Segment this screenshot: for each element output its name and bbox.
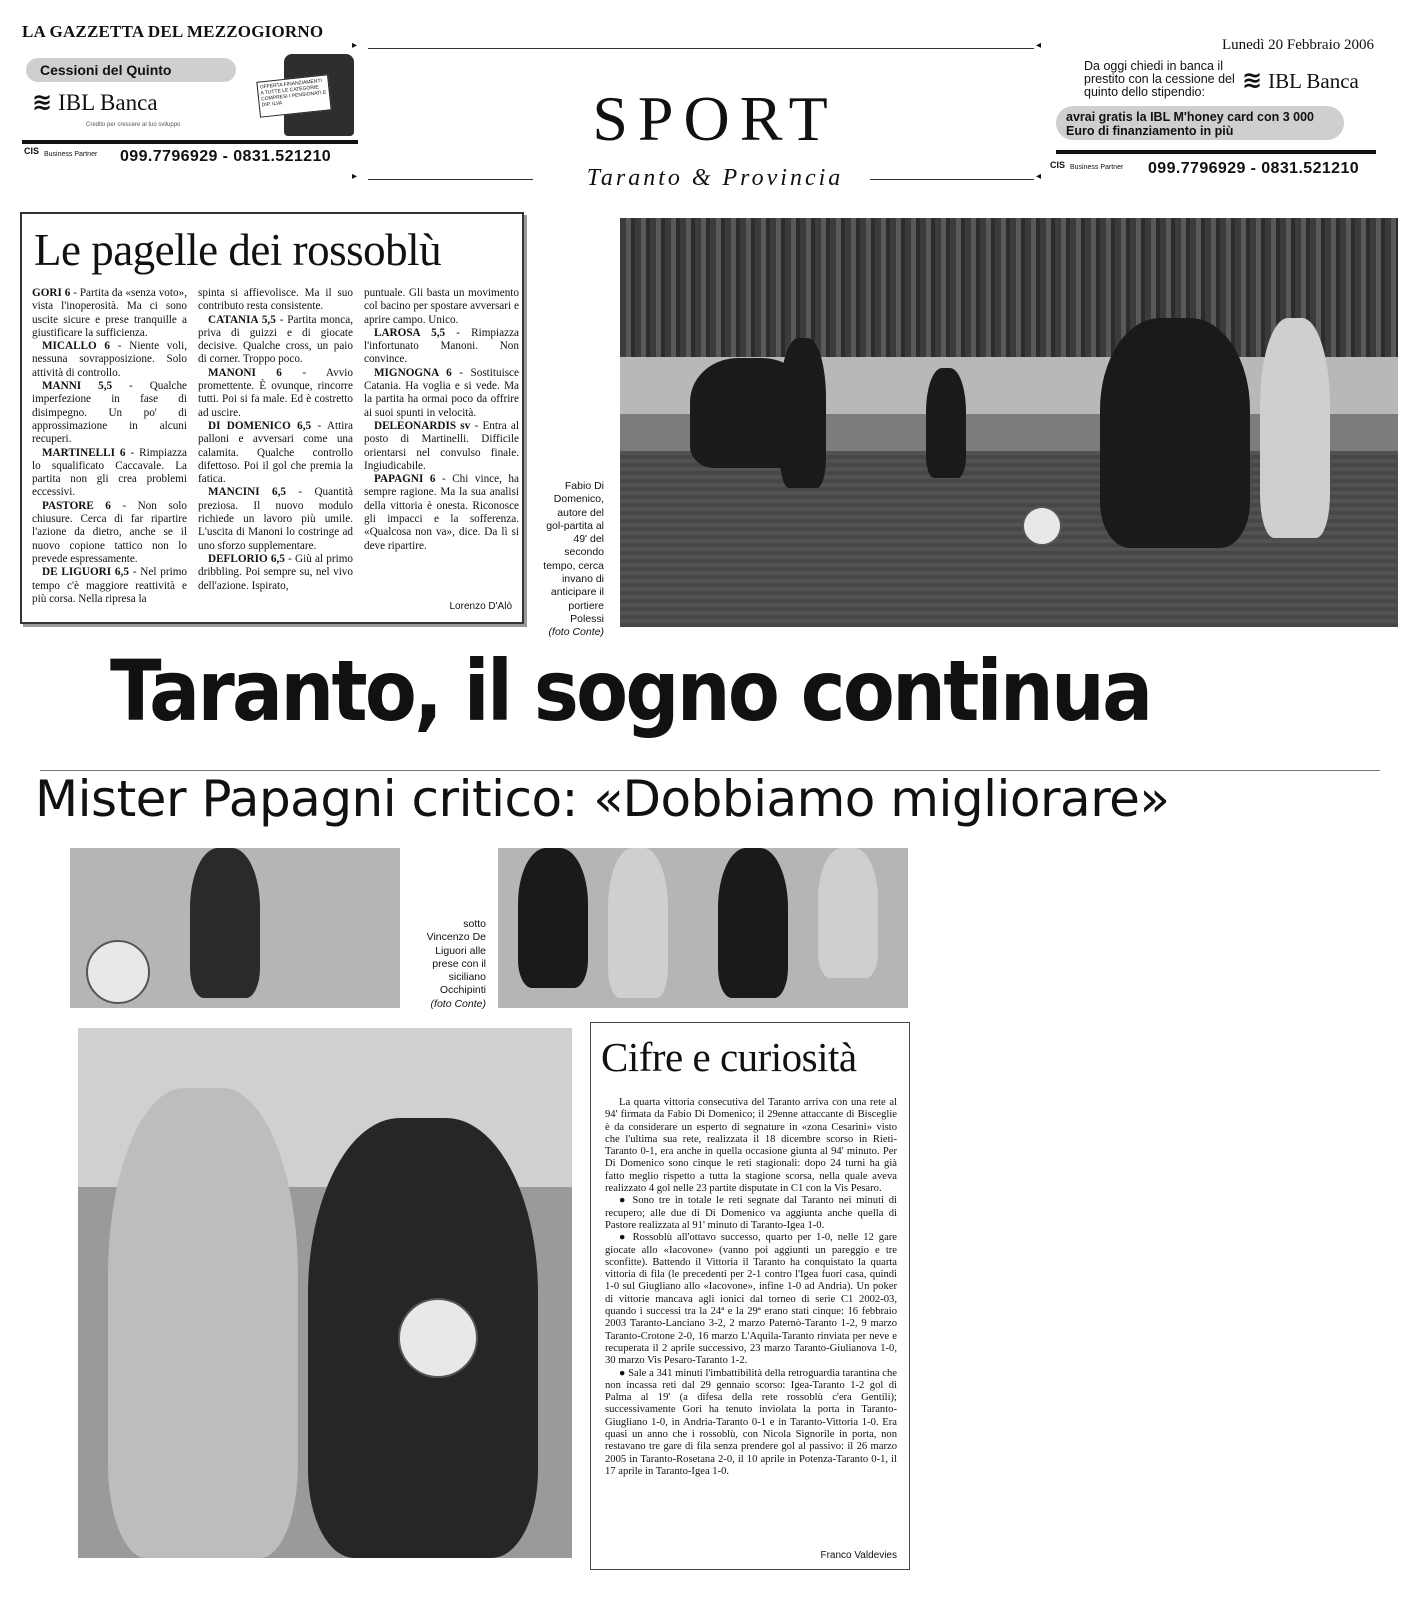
pagelle-columns bbox=[32, 287, 518, 617]
ad-left-cessioni[interactable] bbox=[22, 52, 358, 144]
ad-right-pill: avrai gratis la IBL M'honey card con 3 000 Euro di finanziamento in più bbox=[1056, 106, 1344, 140]
football-image bbox=[86, 940, 150, 1004]
football-image bbox=[398, 1298, 478, 1378]
rating-entry: MIGNOGNA 6 - Sostituisce Catania. Ha voglia e si vede. Ma la partita ha ormai poco da offrire ai suoi spunti in velocità. bbox=[364, 366, 519, 419]
photo-di-domenico-goal bbox=[620, 218, 1398, 627]
ibl-bank-logo-right bbox=[1242, 66, 1359, 94]
header-rule-right bbox=[870, 179, 1034, 180]
sub-headline: Mister Papagni critico: «Dobbiamo migliorare» bbox=[35, 770, 1170, 828]
caption-line: tempo, cerca bbox=[543, 559, 604, 572]
issue-date: Lunedì 20 Febbraio 2006 bbox=[1221, 37, 1374, 53]
caption-line: prese con il bbox=[432, 957, 486, 970]
rating-entry: GORI 6 - Partita da «senza voto», vista l'inoperosità. Ma ci sono uscite sicure e prese tranquille a giustificare la sufficienza. bbox=[32, 287, 187, 339]
cifre-box bbox=[590, 1022, 910, 1570]
pagelle-box bbox=[20, 212, 524, 624]
rating-entry: PAPAGNI 6 - Chi vince, ha sempre ragione. Ma la sua analisi della vittoria è onesta. Riconosce gli impacci e la sofferenza. «Qualcosa non va», dice. Da lì si deve ripartire. bbox=[364, 473, 519, 552]
phone-right: 099.7796929 - 0831.521210 bbox=[1148, 160, 1360, 177]
caption-line: Domenico, bbox=[553, 493, 604, 506]
caption-line: siciliano bbox=[448, 971, 486, 984]
photo-de-liguori-occhipinti bbox=[78, 1028, 572, 1558]
rating-entry: spinta si affievolisce. Ma il suo contributo resta consistente. bbox=[198, 287, 353, 313]
rating-entry: DE LIGUORI 6,5 - Nel primo tempo c'è maggiore reattività e più corsa. Nella ripresa la bbox=[32, 566, 187, 605]
cifre-paragraph: La quarta vittoria consecutiva del Taranto arriva con una rete al 94' firmata da Fabio Di Domenico; il 29enne attaccante di Bisceglie è da considerare un esperto di segnature in «zona Cesarini» visto che l'ultima sua rete, realizzata il 18 dicembre scorso in Rieti-Taranto 0-1, era anche in quella occasione giunta al 94' minuto. Per Di Domenico sono cinque le reti stagionali: dopo 24 turni ha già fatto meglio rispetto a tutta la stagione scorsa, nella quale aveva realizzato 4 gol nelle 23 partite disputate in C1 con la Vis Pesaro. bbox=[605, 1097, 897, 1195]
bank-name: IBL Banca bbox=[58, 90, 158, 115]
rating-entry: MANNI 5,5 - Qualche imperfezione in fase di disimpegno. Un po' di approssimazione in alcuni recuperi. bbox=[32, 380, 187, 446]
ad-right-text: Da oggi chiedi in banca il prestito con la cessione del quinto dello stipendio: bbox=[1084, 59, 1235, 99]
cifre-paragraph: ● Rossoblù all'ottavo successo, quarto per 1-0, nelle 12 gare giocate allo «Iacovone» (vanno poi aggiunti un pareggio e tre sconfitte). Battendo il Vittoria il Taranto ha conquistato la quarta vittoria di fila (le precedenti per 2-1 contro l'Igea fuori casa, quindi 1-0 sul Giugliano allo «Iacovone», infine 1-0 ad Andria). Un poker di vittorie mancava agli ionici dal torneo di serie C1 2002-03, quando i successi tra la 24ª e la 29ª erano stati cinque: 16 febbraio 2003 Taranto-Lanciano 3-2, 2 marzo Paternò-Taranto 1-2, 9 marzo Taranto-Crotone 2-0, 16 marzo L'Aquila-Taranto rinviata per neve e recuperata il 2 aprile successivo, 23 marzo Taranto-Giulianova 1-0, 30 marzo Vis Pesaro-Taranto 1-2. bbox=[605, 1232, 897, 1367]
football-image bbox=[1022, 506, 1062, 546]
pagelle-col-2 bbox=[198, 287, 353, 593]
rating-entry: MANONI 6 - Avvio promettente. È ovunque, rincorre tutti. Poi si fa male. Ed è costretto ad uscire. bbox=[198, 366, 354, 419]
photo-ball-left bbox=[70, 848, 400, 1008]
rating-entry: PASTORE 6 - Non solo chiusure. Cerca di far ripartire l'azione da dietro, anche se il nuovo copione tattico non lo prevede espressamente. bbox=[32, 499, 187, 565]
section-subtitle: Taranto & Provincia bbox=[586, 165, 844, 191]
photo2-caption bbox=[410, 918, 486, 1011]
rating-entry: MARTINELLI 6 - Rimpiazza lo squalificato Caccavale. La partita non gli crea problemi eccessivi. bbox=[32, 446, 187, 499]
rule-arrow-icon: ▸ bbox=[352, 171, 358, 182]
caption-line: anticipare il bbox=[550, 586, 604, 599]
rule-arrow-icon: ◂ bbox=[1036, 171, 1042, 182]
ad-left-pill: Cessioni del Quinto bbox=[26, 58, 236, 82]
rating-entry: MANCINI 6,5 - Quantità preziosa. Il nuovo modulo richiede un lavoro più umile. L'uscita di Manoni lo costringe ad uno sforzo supplementare. bbox=[198, 486, 353, 552]
cis-logo-right bbox=[1050, 160, 1065, 170]
bank-tagline: Credito per crescere al tuo sviluppo bbox=[86, 122, 181, 128]
rating-entry: puntuale. Gli basta un movimento col bacino per spostare avversari e aprire campo. Unico. bbox=[364, 287, 519, 326]
main-headline: Taranto, il sogno continua bbox=[110, 642, 1151, 740]
pagelle-col-1 bbox=[32, 287, 187, 606]
caption-line: Polessi bbox=[570, 612, 604, 625]
cifre-paragraph: ● Sale a 341 minuti l'imbattibilità della retroguardia tarantina che non incassa reti dal 29 gennaio scorso: Igea-Taranto 1-2 gol di Palma al 19' (a difesa della rete rossoblù c'era Gentili); successivamente Gori ha tenuto inviolata la porta in Taranto-Giugliano 1-0, in Andria-Taranto 0-1 e in Taranto-Vittoria 1-0. Era quasi un anno che i rossoblù, con Nicola Signorile in porta, non restavano tre gare di fila senza prendere gol al passivo: il 26 marzo 2005 in Taranto-Rosetana 2-0, il 10 aprile in Potenza-Taranto 0-1, il 17 aprile in Taranto-Igea 1-0. bbox=[605, 1367, 897, 1477]
photo-legs-right bbox=[498, 848, 908, 1008]
pagelle-author: Lorenzo D'Alò bbox=[449, 601, 512, 612]
caption-line: autore del bbox=[557, 506, 604, 519]
caption-line: sotto bbox=[463, 918, 486, 930]
caption-line: gol-partita al bbox=[546, 519, 604, 532]
rating-entry: DELEONARDIS sv - Entra al posto di Martinelli. Difficile orientarsi nel convulso finale. Ingiudicabile. bbox=[364, 419, 519, 472]
ad-right-ibl[interactable] bbox=[1056, 58, 1376, 154]
cis-label: CIS bbox=[24, 146, 40, 156]
ad-offer-note: OFFERTA FINANZIAMENTI A TUTTE LE CATEGORIE COMPRESI I PENSIONATI E DIP. ILVA bbox=[256, 74, 331, 117]
caption-line: invano di bbox=[561, 573, 604, 586]
caption-line: secondo bbox=[564, 546, 604, 559]
rating-entry: LAROSA 5,5 - Rimpiazza l'infortunato Manoni. Non convince. bbox=[364, 326, 519, 366]
rating-entry: MICALLO 6 - Niente voli, nessuna sovrapposizione. Solo attività di controllo. bbox=[32, 340, 187, 379]
pagelle-title: Le pagelle dei rossoblù bbox=[34, 225, 442, 275]
ibl-logo-icon: ≋ bbox=[32, 88, 53, 116]
business-partner-label-left: Business Partner bbox=[44, 151, 98, 158]
photo-credit: (foto Conte) bbox=[430, 997, 486, 1010]
cis-logo-left bbox=[24, 146, 39, 156]
pagelle-col-3 bbox=[364, 287, 519, 553]
ibl-logo-icon: ≋ bbox=[1242, 66, 1263, 94]
rating-entry: DI DOMENICO 6,5 - Attira palloni e avversari come una calamita. Qualche controllo difettoso. Poi il gol che premia la fatica. bbox=[198, 419, 354, 486]
rating-entry: CATANIA 5,5 - Partita monca, priva di guizzi e di giocate decisive. Qualche cross, un paio di corner. Troppo poco. bbox=[198, 313, 354, 366]
bank-name: IBL Banca bbox=[1268, 69, 1359, 93]
caption-line: Fabio Di bbox=[564, 480, 604, 492]
section-title: SPORT bbox=[592, 83, 838, 154]
header-rule-left bbox=[368, 179, 533, 180]
business-partner-label-right: Business Partner bbox=[1070, 164, 1124, 171]
rating-entry: DEFLORIO 6,5 - Giù al primo dribbling. Poi sempre su, nel vivo dell'azione. Ispirato, bbox=[198, 552, 353, 592]
photo1-caption bbox=[538, 480, 604, 640]
caption-line: portiere bbox=[568, 599, 604, 612]
caption-line: Occhipinti bbox=[439, 984, 486, 997]
cifre-body bbox=[605, 1097, 897, 1478]
rule-arrow-icon: ◂ bbox=[1036, 40, 1042, 51]
caption-line: 49' del bbox=[573, 533, 604, 546]
masthead: LA GAZZETTA DEL MEZZOGIORNO bbox=[22, 22, 324, 41]
cis-label: CIS bbox=[1050, 160, 1066, 170]
caption-line: Liguori alle bbox=[435, 944, 486, 957]
rule-arrow-icon: ▸ bbox=[352, 40, 358, 51]
cifre-title: Cifre e curiosità bbox=[601, 1034, 857, 1080]
caption-line: Vincenzo De bbox=[426, 931, 486, 944]
ibl-bank-logo-left bbox=[32, 88, 158, 116]
cifre-paragraph: ● Sono tre in totale le reti segnate dal Taranto nei minuti di recupero; alle due di Di Domenico va aggiunta anche quella di Pastore realizzata al 91' minuto di Taranto-Igea 1-0. bbox=[605, 1195, 897, 1231]
photo-credit: (foto Conte) bbox=[548, 626, 604, 639]
header-rule-top bbox=[368, 48, 1034, 49]
phone-left: 099.7796929 - 0831.521210 bbox=[120, 148, 332, 165]
cifre-author: Franco Valdevies bbox=[820, 1550, 897, 1561]
